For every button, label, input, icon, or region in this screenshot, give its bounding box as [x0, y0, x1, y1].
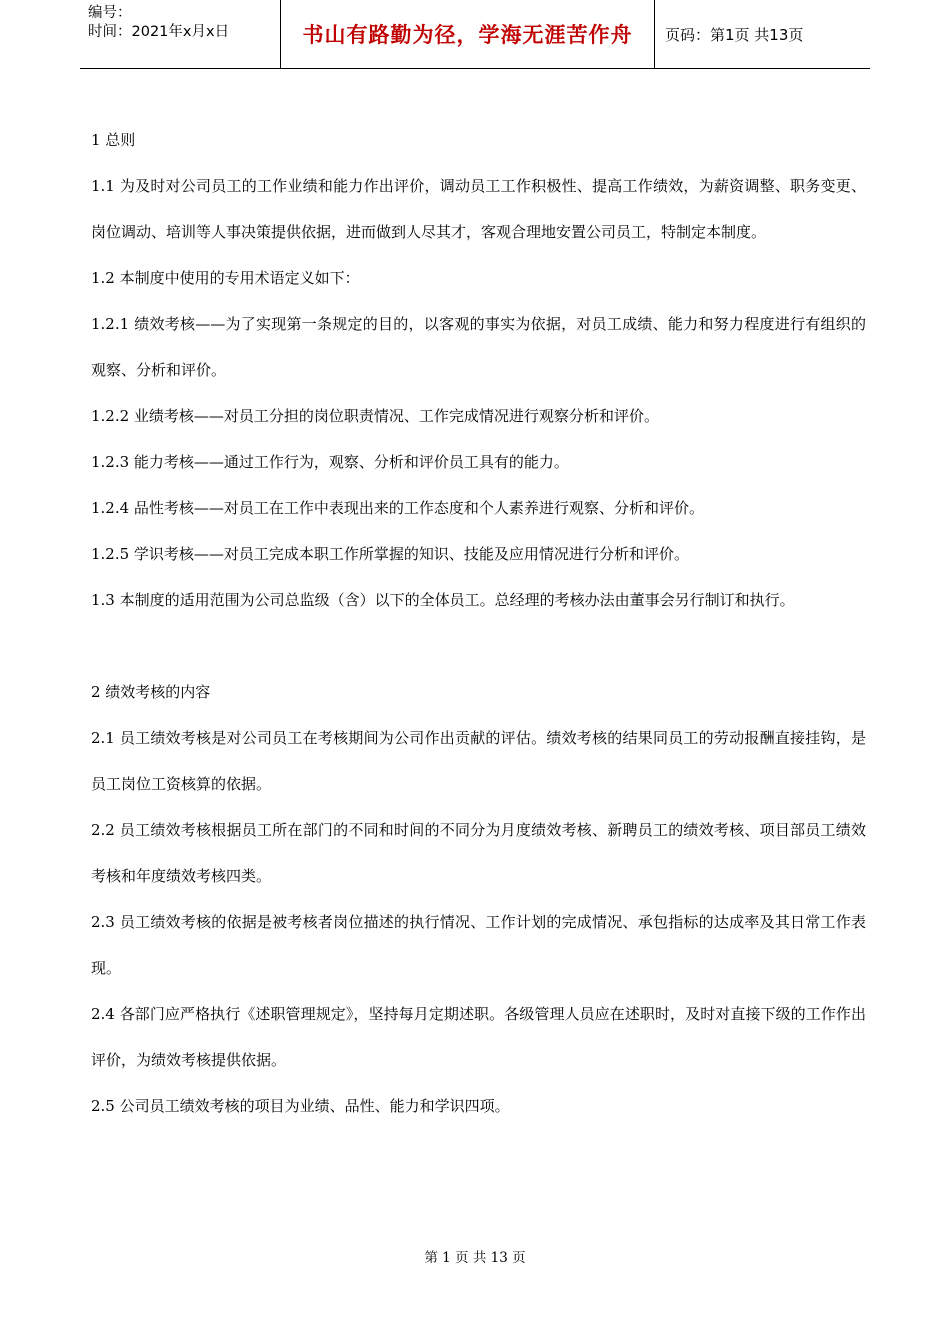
- section-heading-2: 2 绩效考核的内容: [91, 683, 211, 701]
- page-footer: 第 1 页 共 13 页: [424, 1250, 526, 1266]
- time-label: 时间：2021年x月x日: [88, 24, 230, 40]
- paragraph-1-2-1: 1.2.1 绩效考核——为了实现第一条规定的目的，以客观的事实为依据，对员工成绩、能力和努力程度进行有组织的观察、分析和评价。: [91, 315, 866, 379]
- paragraph-2-2: 2.2 员工绩效考核根据员工所在部门的不同和时间的不同分为月度绩效考核、新聘员工的绩效考核、项目部员工绩效考核和年度绩效考核四类。: [91, 821, 866, 885]
- number-label: 编号：: [88, 5, 132, 21]
- section-heading-1: 1 总则: [91, 131, 136, 149]
- header-page-label: 页码：第1页 共13页: [665, 25, 804, 44]
- header-motto: 书山有路勤为径，学海无涯苦作舟: [281, 0, 655, 68]
- header-meta: [80, 0, 281, 68]
- paragraph-1-1: 1.1 为及时对公司员工的工作业绩和能力作出评价，调动员工工作积极性、提高工作绩效，为薪资调整、职务变更、岗位调动、培训等人事决策提供依据，进而做到人尽其才，客观合理地安置公司员工，特制定本制度。: [91, 177, 866, 241]
- paragraph-2-1: 2.1 员工绩效考核是对公司员工在考核期间为公司作出贡献的评估。绩效考核的结果同员工的劳动报酬直接挂钩，是员工岗位工资核算的依据。: [91, 729, 866, 793]
- paragraph-2-3: 2.3 员工绩效考核的依据是被考核者岗位描述的执行情况、工作计划的完成情况、承包指标的达成率及其日常工作表现。: [91, 913, 866, 977]
- paragraph-1-2-3: 1.2.3 能力考核——通过工作行为，观察、分析和评价员工具有的能力。: [91, 453, 569, 471]
- document-body: [91, 117, 866, 1129]
- paragraph-2-5: 2.5 公司员工绩效考核的项目为业绩、品性、能力和学识四项。: [91, 1097, 510, 1115]
- paragraph-1-2-4: 1.2.4 品性考核——对员工在工作中表现出来的工作态度和个人素养进行观察、分析和评价。: [91, 499, 704, 517]
- paragraph-1-2: 1.2 本制度中使用的专用术语定义如下：: [91, 269, 360, 287]
- section-gap: [91, 623, 866, 669]
- page-header: [80, 0, 870, 69]
- paragraph-1-3: 1.3 本制度的适用范围为公司总监级（含）以下的全体员工。总经理的考核办法由董事会另行制订和执行。: [91, 591, 795, 609]
- paragraph-1-2-5: 1.2.5 学识考核——对员工完成本职工作所掌握的知识、技能及应用情况进行分析和评价。: [91, 545, 689, 563]
- paragraph-2-4: 2.4 各部门应严格执行《述职管理规定》，坚持每月定期述职。各级管理人员应在述职时，及时对直接下级的工作作出评价，为绩效考核提供依据。: [91, 1005, 866, 1069]
- paragraph-1-2-2: 1.2.2 业绩考核——对员工分担的岗位职责情况、工作完成情况进行观察分析和评价。: [91, 407, 659, 425]
